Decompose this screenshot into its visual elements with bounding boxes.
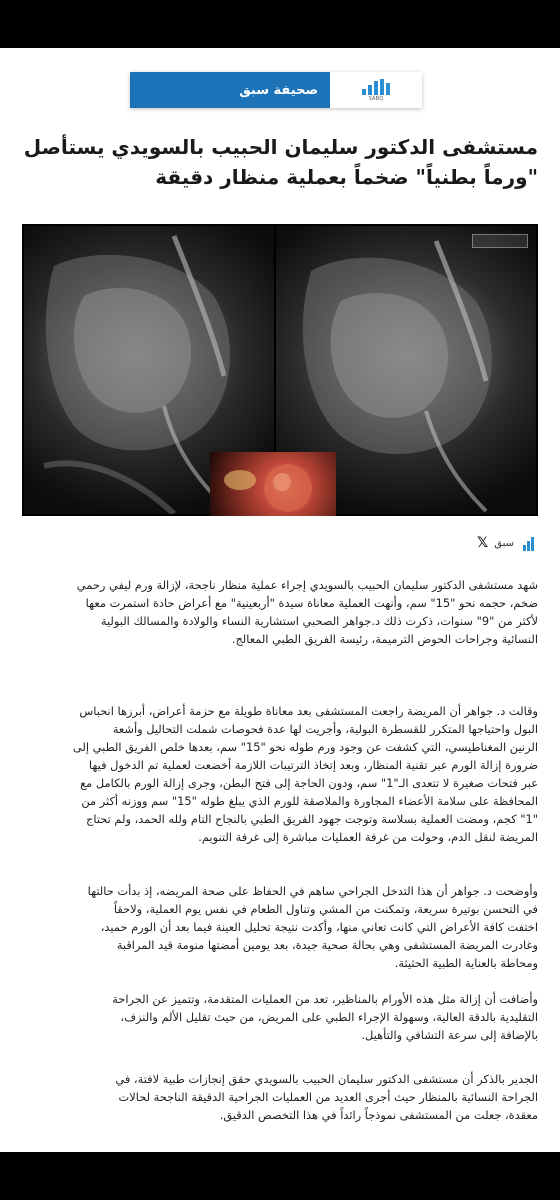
top-black-bar (0, 0, 560, 48)
hospital-watermark-logo (472, 234, 528, 248)
source-name: سبق (494, 537, 514, 549)
sabq-logo-icon (330, 72, 422, 108)
logo-bars (362, 79, 390, 95)
laparoscopy-inset-image (210, 452, 336, 516)
article-paragraph-1: شهد مستشفى الدكتور سليمان الحبيب بالسويدي إجراء عملية منظار ناجحة، لإزالة ورم ليفي رحمي ضخم، حجمه نحو "15" سم، وأنهت العملية معاناة سيدة "أربعينية" مع أعراض حادة استمرت معها لأكثر من "9" سنوات، ذكرت ذلك د.جواهر الصحبي استشارية النساء والولادة والمسالك البولية النسائية وجراحات الحوض الترميمة، رئيسة الفريق الطبي المعالج. (76, 578, 538, 646)
article-photo[interactable] (22, 224, 538, 516)
x-icon[interactable]: 𝕏 (476, 535, 489, 551)
sabq-logo-icon (520, 535, 536, 551)
article-paragraph-3: وأوضحت د. جواهر أن هذا التدخل الجراحي ساهم في الحفاظ على صحة المريضه، إذ بدأت حالتها في التحسن بوتيرة سريعة، وتمكنت من المشي وتناول الطعام في نفس يوم العملية، ولاحقاً اختفت كافة الأعراض التي كانت تعاني منها، وأكدت نتيجة تحليل العينة فيما بعد أن الورم حميد، وغادرت المريضة المستشفى وهي بحالة صحية جيدة، بعد يومين أمضتها منومة قيد المراقبة ومحاطة بالعناية الطبية الحثيثة. (87, 884, 538, 970)
article-paragraph-2: وقالت د. جواهر أن المريضة راجعت المستشفى بعد معاناة طويلة مع حزمة أعراض، أبرزها انحباس البول واحتياجها المتكرر للقسطرة البولية، وأجريت لها عدة فحوصات شملت التحاليل وأشعة الرنين المغناطيسي، التي كشفت عن وجود ورم طوله نحو "15" سم، بعدها خلص الفريق الطبي إلى ضرورة إزالة الورم عبر تقنية المنظار، وبعد إتخاذ الترتيبات اللازمة أخضعت لعملية تم الدخول فيها عبر فتحات صغيرة لا تتعدى الـ"1" سم، ودون الحاجة إلى فتح البطن، وجرى إزالة الورم بالكامل مع المحافظة على سلامة الأعضاء المجاورة والملاصقة للورم الذي يبلغ طوله "15" سم ووزنه أكثر من "1" كجم، ومضت العملية بسلاسة وتوجت جهود الفريق الطبي بالنجاح التام ولله الحمد، ولم تحتاج المريضة لنقل الدم، وحولت من غرفة العمليات مباشرة إلى غرفة التنويم. (72, 704, 538, 844)
article-page (0, 48, 560, 1152)
article-paragraph-4: وأضافت أن إزالة مثل هذه الأورام بالمناظير، تعد من العمليات المتقدمة، وتتميز عن الجراحة التقليدية بالدقة العالية، وسهولة الإجراء الطبي على المريض، من حيث تقليل الألم والنزف، بالإضافة إلى سرعة التشافي والتأهيل. (112, 992, 538, 1042)
article-title: مستشفى الدكتور سليمان الحبيب بالسويدي يستأصل "ورماً بطنياً" ضخماً بعملية منظار دقيقة (23, 135, 538, 189)
article-source (470, 534, 536, 552)
brand-name: صحيفة سبق (130, 72, 330, 108)
logo-subtitle: SABQ (368, 95, 384, 102)
bottom-black-bar (0, 1152, 560, 1200)
article-paragraph-5: الجدير بالذكر أن مستشفى الدكتور سليمان الحبيب بالسويدي حقق إنجازات طبية لافتة، في الجراحة النسائية بالمنظار حيث أجرى العديد من العمليات الجراحية الدقيقة الناجحة لحالات معقدة، جعلت من المستشفى نموذجاً رائداً في هذا التخصص الدقيق. (115, 1072, 538, 1122)
brand-header[interactable] (130, 72, 422, 108)
